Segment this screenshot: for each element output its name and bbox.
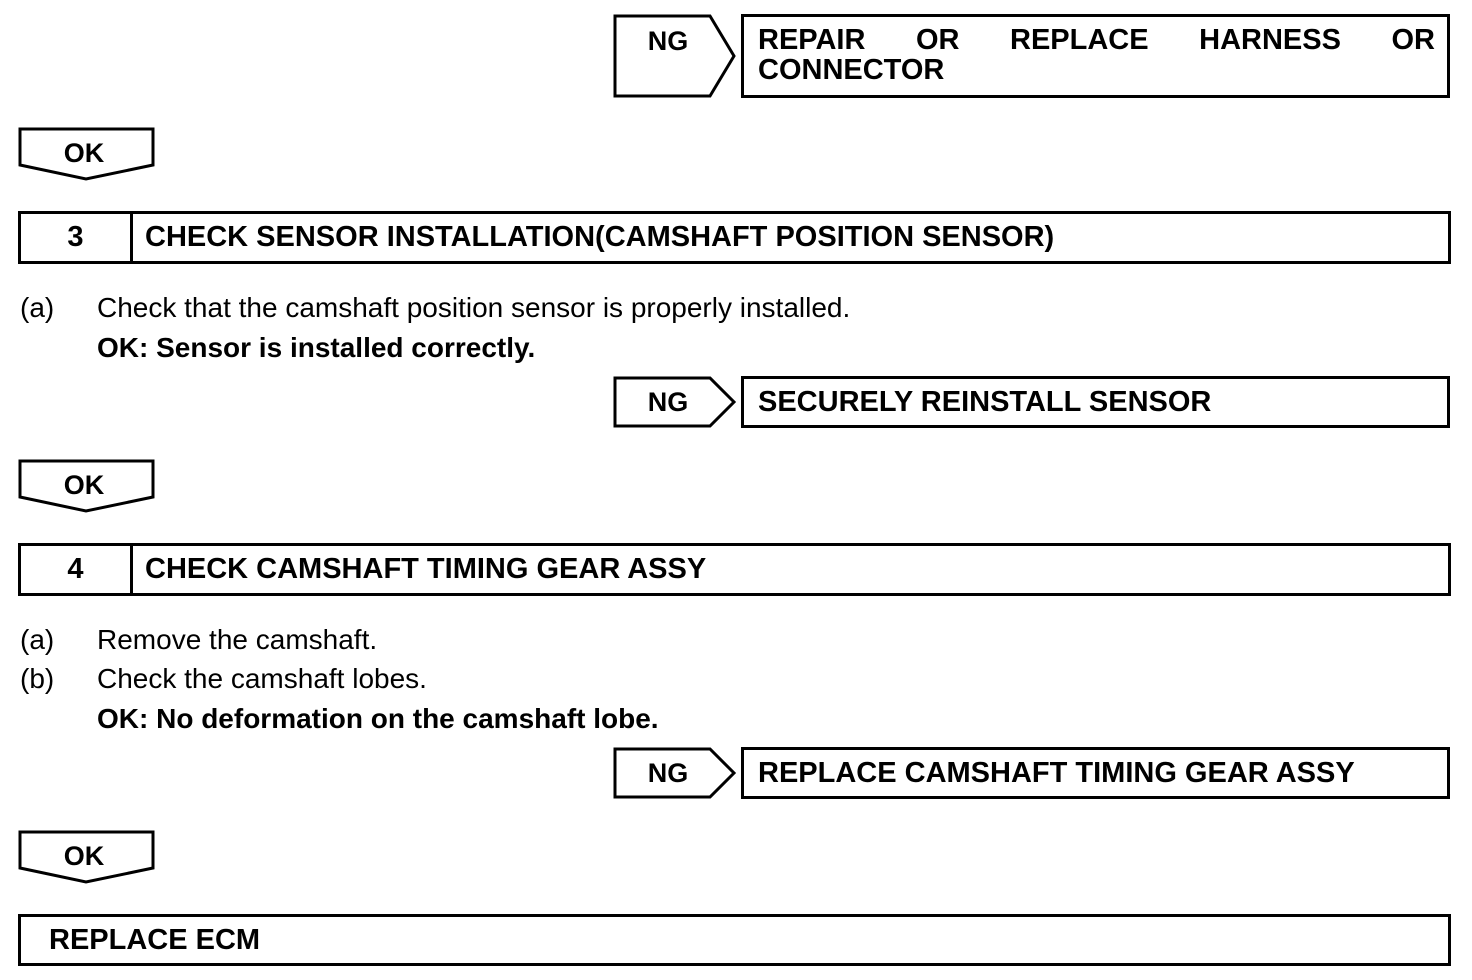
ok-label-1: OK [63,138,105,168]
step-4-item-a-text: Remove the camshaft. [97,624,378,655]
repair-harness-line1: REPAIR OR REPLACE HARNESS OR [758,24,1435,56]
reinstall-sensor-text: SECURELY REINSTALL SENSOR [758,386,1212,418]
step-4-number: 4 [21,546,133,593]
ok-label-3: OK [63,841,105,871]
step-4-ok-condition: OK: No deformation on the camshaft lobe. [97,703,659,734]
replace-gear-box [741,747,1450,799]
step-4-item-a-marker: (a) [20,624,55,655]
step-3-number: 3 [21,214,133,261]
step-4-header [18,543,1451,596]
ng-label-2: NG [647,387,689,417]
step-3-item-a-marker: (a) [20,292,55,323]
step-3-item-a-text: Check that the camshaft position sensor is properly installed. [97,292,851,323]
ng-label-3: NG [647,758,689,788]
ok-label-2: OK [63,470,105,500]
step-4-title: CHECK CAMSHAFT TIMING GEAR ASSY [145,553,707,585]
ng-label-1: NG [647,26,689,56]
replace-gear-text: REPLACE CAMSHAFT TIMING GEAR ASSY [758,757,1355,789]
repair-harness-box [741,14,1450,98]
step-3-ok-condition: OK: Sensor is installed correctly. [97,332,536,363]
step-3-title: CHECK SENSOR INSTALLATION(CAMSHAFT POSITION SENSOR) [145,221,1055,253]
reinstall-sensor-box [741,376,1450,428]
repair-harness-line2: CONNECTOR [758,54,945,86]
step-4-item-b-marker: (b) [20,663,55,694]
replace-ecm-box [18,914,1451,966]
step-3-header [18,211,1451,264]
step-4-item-b-text: Check the camshaft lobes. [97,663,427,694]
replace-ecm-text: REPLACE ECM [49,923,261,956]
